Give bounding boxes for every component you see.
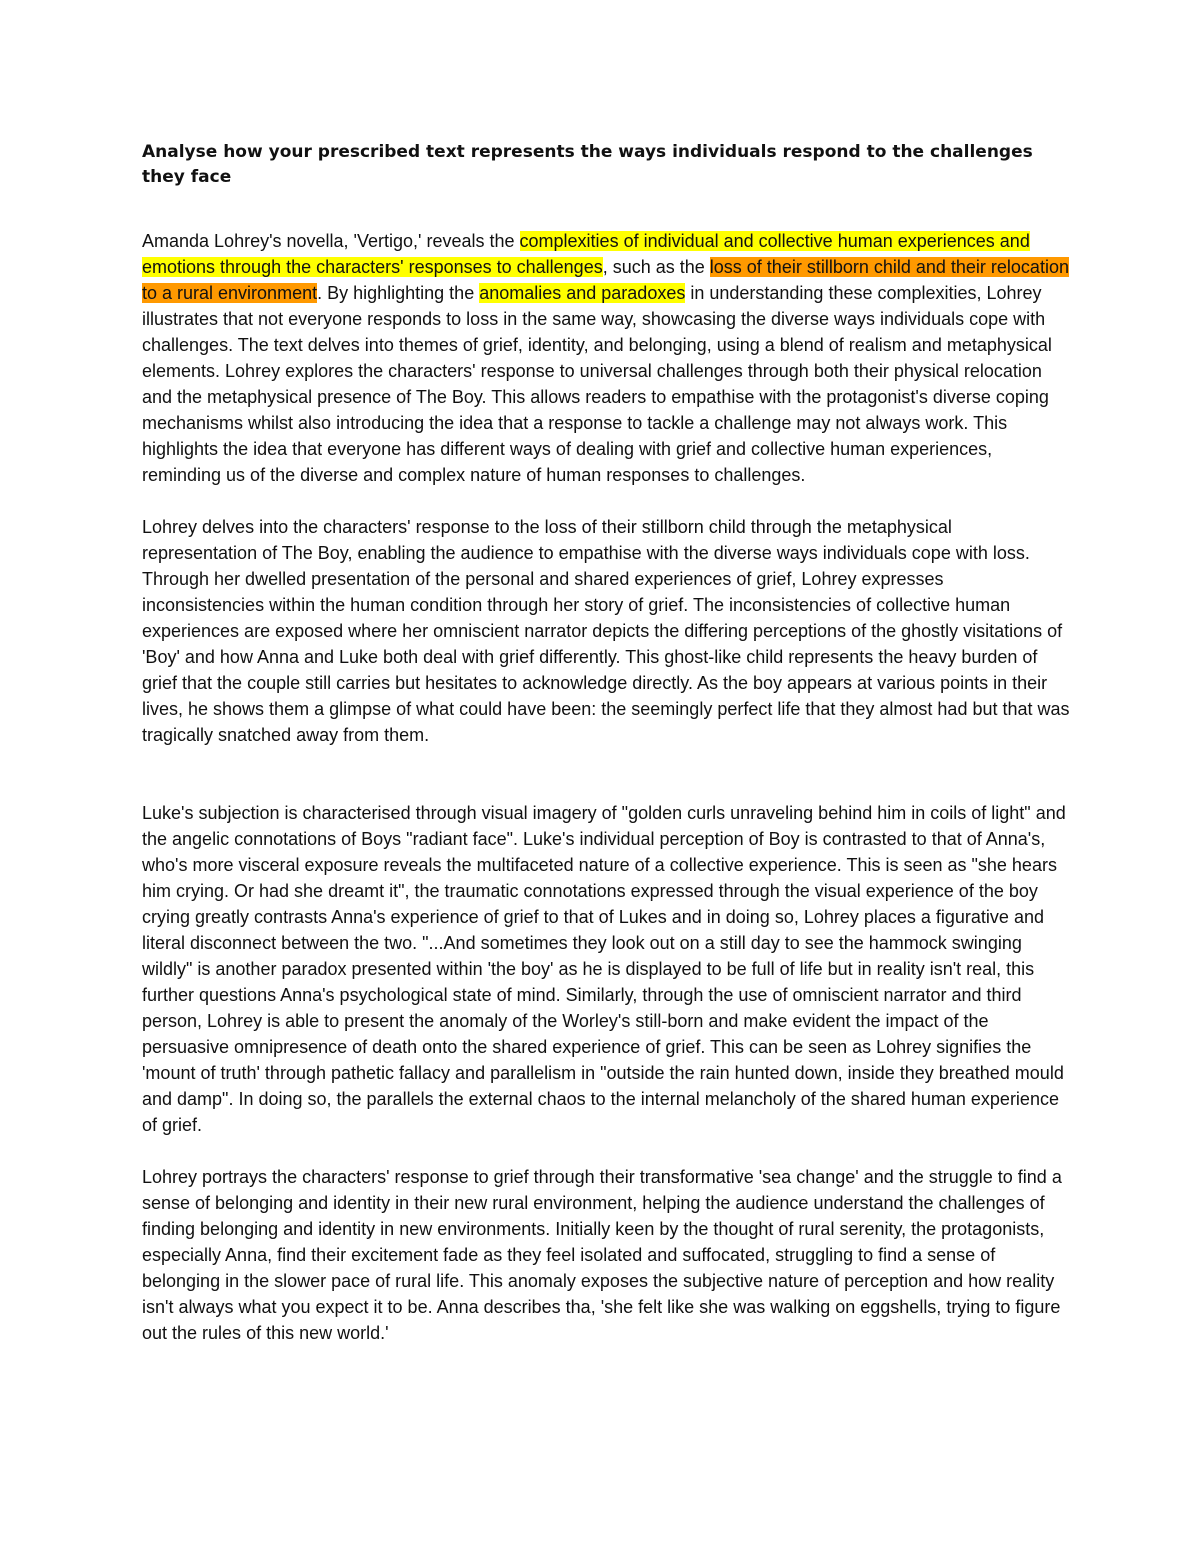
highlight-orange-1: loss of their stillborn child and their relocation to a rural environment [142,257,1069,303]
highlight-yellow-1: complexities of individual and collective human experiences and emotions through the characters' responses to challenges [142,231,1030,277]
paragraph-body-1: Lohrey delves into the characters' response to the loss of their stillborn child through the metaphysical representation of The Boy, enabling the audience to empathise with the diverse ways individuals cope with loss. Through her dwelled presentation of the personal and shared experiences of grief, Lohrey expresses inconsistencies within the human condition through her story of grief. The inconsistencies of collective human experiences are exposed where her omniscient narrator depicts the differing perceptions of the ghostly visitations of 'Boy' and how Anna and Luke both deal with grief differently. This ghost-like child represents the heavy burden of grief that the couple still carries but hesitates to acknowledge directly. As the boy appears at various points in their lives, he shows them a glimpse of what could have been: the seemingly perfect life that they almost had but that was tragically snatched away from them. [142,517,1070,745]
paragraph-body-3: Lohrey portrays the characters' response to grief through their transformative 'sea change' and the struggle to find a sense of belonging and identity in their new rural environment, helping the audience understand the challenges of finding belonging and identity in new environments. Initially keen by the thought of rural serenity, the protagonists, especially Anna, find their excitement fade as they feel isolated and suffocated, struggling to find a sense of belonging in the slower pace of rural life. This anomaly exposes the subjective nature of perception and how reality isn't always what you expect it to be. Anna describes tha, 'she felt like she was walking on eggshells, trying to figure out the rules of this new world.' [142,1167,1062,1343]
paragraph-introduction [142,228,1070,488]
intro-text-4: in understanding these complexities, Lohrey illustrates that not everyone responds to loss in the same way, showcasing the diverse ways individuals cope with challenges. The text delves into themes of grief, identity, and belonging, using a blend of realism and metaphysical elements. Lohrey explores the characters' response to universal challenges through both their physical relocation and the metaphysical presence of The Boy. This allows readers to empathise with the protagonist's diverse coping mechanisms whilst also introducing the idea that a response to tackle a challenge may not always work. This highlights the idea that everyone has different ways of dealing with grief and collective human experiences, reminding us of the diverse and complex nature of human responses to challenges. [142,283,1052,485]
essay-title: Analyse how your prescribed text represents the ways individuals respond to the challenges they face [142,142,1033,187]
highlight-yellow-2: anomalies and paradoxes [479,283,686,303]
paragraph-body-2: Luke's subjection is characterised through visual imagery of "golden curls unraveling behind him in coils of light" and the angelic connotations of Boys "radiant face". Luke's individual perception of Boy is contrasted to that of Anna's, who's more visceral exposure reveals the multifaceted nature of a collective experience. This is seen as "she hears him crying. Or had she dreamt it", the traumatic connotations expressed through the visual experience of the boy crying greatly contrasts Anna's experience of grief to that of Lukes and in doing so, Lohrey places a figurative and literal disconnect between the two. "...And sometimes they look out on a still day to see the hammock swinging wildly" is another paradox presented within 'the boy' as he is displayed to be full of life but in reality isn't real, this further questions Anna's psychological state of mind. Similarly, through the use of omniscient narrator and third person, Lohrey is able to present the anomaly of the Worley's still-born and make evident the impact of the persuasive omnipresence of death onto the shared experience of grief. This can be seen as Lohrey signifies the 'mount of truth' through pathetic fallacy and parallelism in "outside the rain hunted down, inside they breathed mould and damp". In doing so, the parallels the external chaos to the internal melancholy of the shared human experience of grief. [142,803,1066,1135]
intro-text-3: . By highlighting the [317,283,480,303]
intro-text-1: Amanda Lohrey's novella, 'Vertigo,' reveals the [142,231,520,251]
intro-text-2: , such as the [602,257,710,277]
